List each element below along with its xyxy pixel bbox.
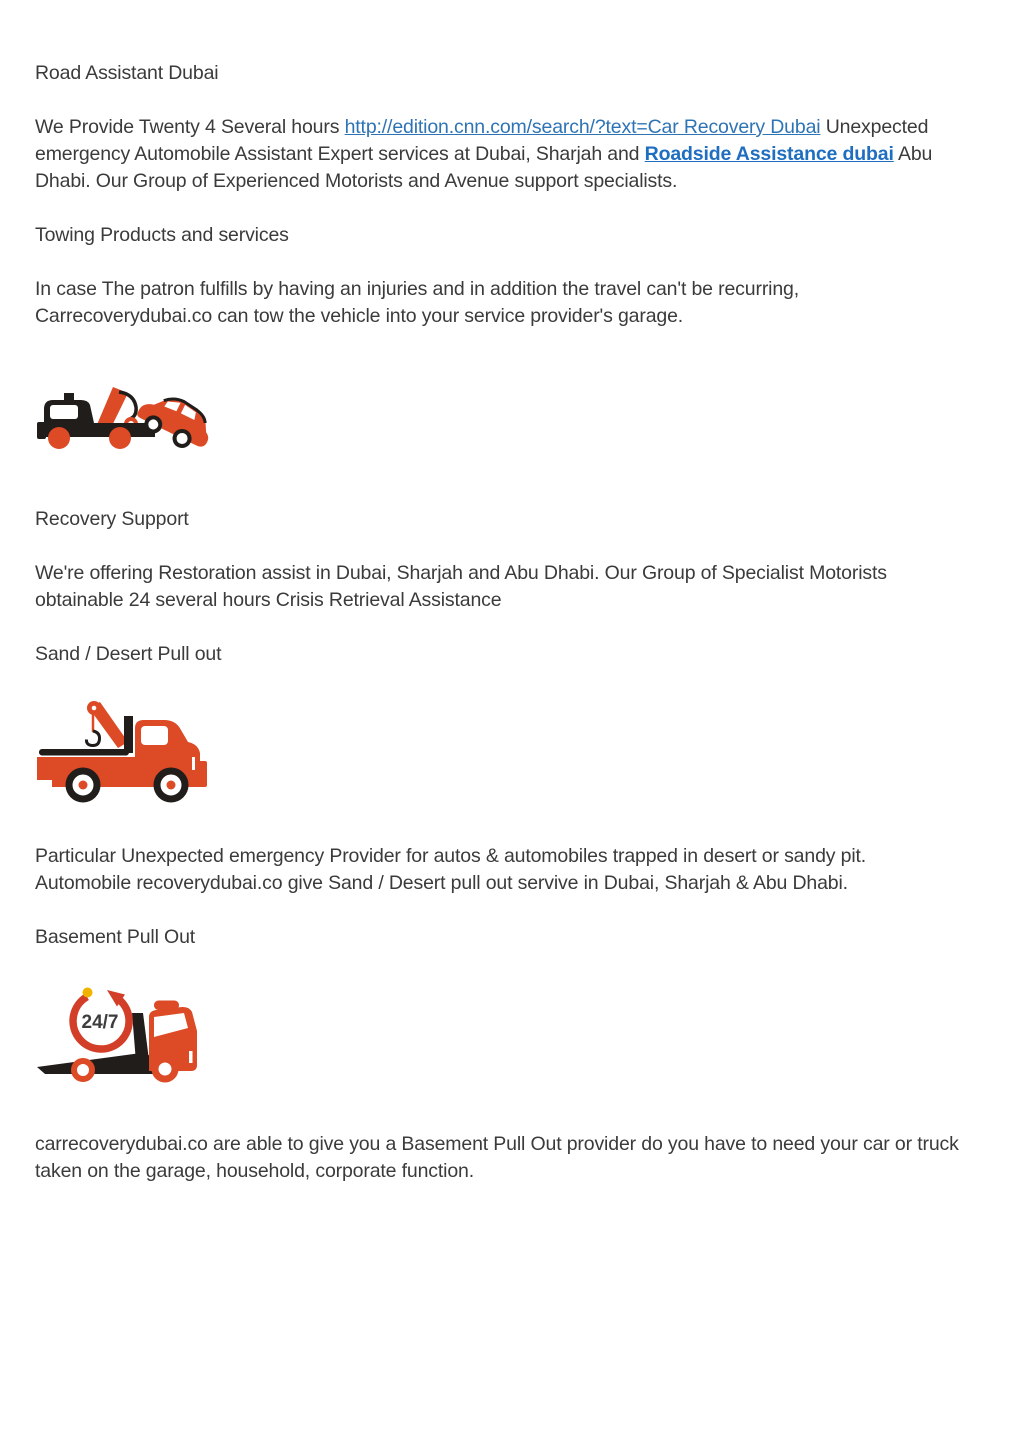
towing-body: In case The patron fulfills by having an injuries and in addition the travel can't be recurring, Carrecoverydubai.co can tow the vehicle into your service provider's garage. (35, 278, 800, 327)
sand-desert-pullout-image (37, 699, 963, 803)
basement-pullout-image (37, 987, 963, 1083)
flatbed-truck-24-7-icon (37, 987, 199, 1083)
tow-truck-towing-car-icon (37, 386, 213, 456)
intro-paragraph (35, 114, 963, 195)
recovery-heading: Recovery Support (35, 508, 189, 530)
roadside-assistance-link[interactable]: Roadside Assistance dubai (644, 143, 894, 165)
basement-body: carrecoverydubai.co are able to give you a Basement Pull Out provider do you have to need your car or truck taken on the garage, household, corporate function. (35, 1133, 959, 1182)
intro-text-3: Abu Dhabi. Our Group of Experienced Motorists and Avenue support specialists. (35, 143, 933, 192)
intro-text-2: Unexpected emergency Automobile Assistant Expert services at Dubai, Sharjah and (35, 116, 929, 165)
basement-heading: Basement Pull Out (35, 926, 196, 948)
towing-heading: Towing Products and services (35, 224, 289, 246)
towing-service-image (37, 386, 963, 456)
sand-body: Particular Unexpected emergency Provider for autos & automobiles trapped in desert or sandy pit. Automobile recoverydubai.co give Sand / Desert pull out servive in Dubai, Sharjah & Abu Dhabi. (35, 845, 867, 894)
page-title: Road Assistant Dubai (35, 62, 219, 84)
intro-text-1: We Provide Twenty 4 Several hours (35, 116, 345, 138)
recovery-body: We're offering Restoration assist in Dubai, Sharjah and Abu Dhabi. Our Group of Specialist Motorists obtainable 24 several hours Crisis Retrieval Assistance (35, 562, 887, 611)
sand-heading: Sand / Desert Pull out (35, 643, 222, 665)
cnn-search-link[interactable]: http://edition.cnn.com/search/?text=Car Recovery Dubai (344, 116, 821, 138)
crane-pickup-truck-icon (37, 699, 207, 803)
badge-24-7-label: 24/7 (81, 1012, 119, 1033)
